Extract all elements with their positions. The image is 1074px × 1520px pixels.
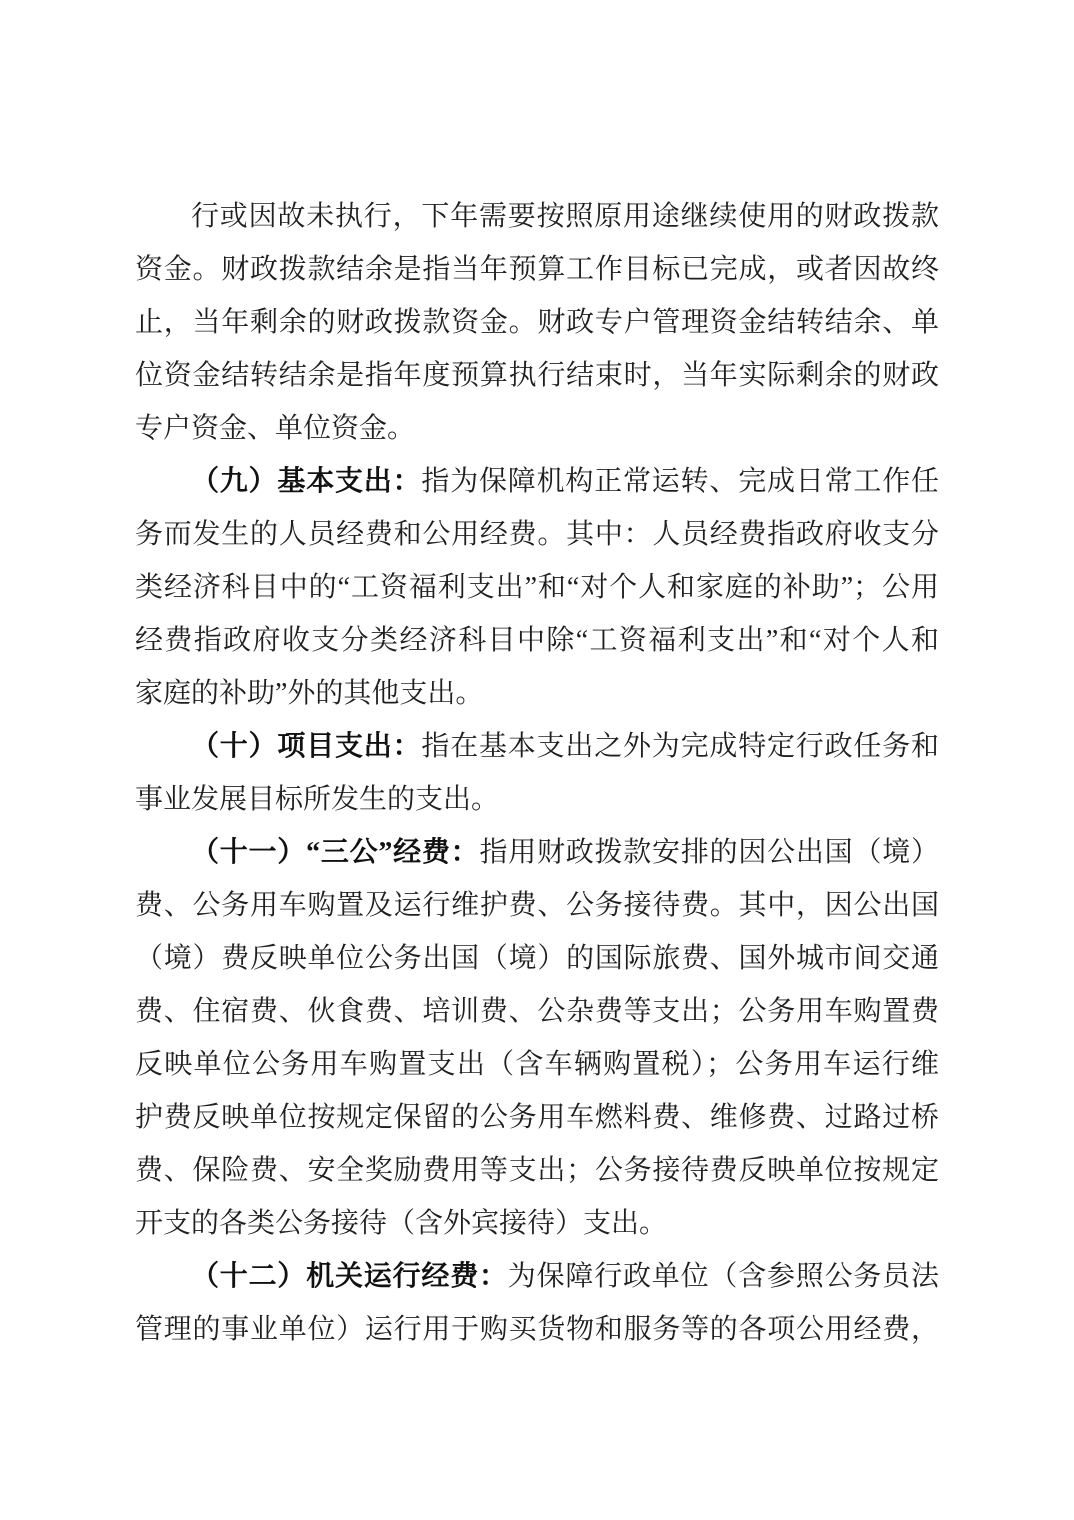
text-line: 费、住宿费、伙食费、培训费、公杂费等支出；公务用车购置费	[135, 996, 939, 1027]
text-line: 止，当年剩余的财政拨款资金。财政专户管理资金结转结余、单	[135, 307, 939, 338]
text-run: 为保障行政单位（含参照公务员法	[507, 1261, 939, 1292]
paragraph-heading: （九）基本支出：	[191, 466, 422, 497]
text-line: 护费反映单位按规定保留的公务用车燃料费、维修费、过路过桥	[135, 1102, 939, 1133]
text-line: 费、保险费、安全奖励费用等支出；公务接待费反映单位按规定	[135, 1155, 939, 1186]
text-line: 家庭的补助”外的其他支出。	[135, 678, 484, 709]
para-basic-expenditure	[135, 455, 939, 720]
para-continuation	[135, 190, 939, 455]
text-line: 资金。财政拨款结余是指当年预算工作目标已完成，或者因故终	[135, 254, 939, 285]
text-run: 指用财政拨款安排的因公出国（境）	[479, 837, 939, 868]
document-page	[135, 0, 939, 1356]
paragraph-heading: （十二）机关运行经费：	[191, 1261, 508, 1292]
paragraph-heading: （十）项目支出：	[191, 731, 422, 762]
text-line	[135, 190, 939, 243]
text-line: 位资金结转结余是指年度预算执行结束时，当年实际剩余的财政	[135, 360, 939, 391]
text-line: 事业发展目标所发生的支出。	[135, 784, 500, 815]
text-run: 指在基本支出之外为完成特定行政任务和	[421, 731, 939, 762]
paragraph-heading: （十一）“三公”经费：	[191, 837, 480, 868]
text-line: 反映单位公务用车购置支出（含车辆购置税）；公务用车运行维	[135, 1049, 939, 1080]
text-line: 经费指政府收支分类经济科目中除“工资福利支出”和“对个人和	[135, 625, 939, 656]
text-line	[135, 826, 939, 879]
text-run: 指为保障机构正常运转、完成日常工作任	[421, 466, 939, 497]
text-line	[135, 455, 939, 508]
text-line: 费、公务用车购置及运行维护费、公务接待费。其中，因公出国	[135, 890, 939, 921]
text-line: 开支的各类公务接待（含外宾接待）支出。	[135, 1208, 668, 1239]
text-line: 专户资金、单位资金。	[135, 413, 416, 444]
text-line: （境）费反映单位公务出国（境）的国际旅费、国外城市间交通	[135, 943, 939, 974]
text-run: 行或因故未执行，下年需要按照原用途继续使用的财政拨款	[191, 201, 939, 232]
text-line: 管理的事业单位）运行用于购买货物和服务等的各项公用经费，	[135, 1314, 939, 1345]
text-line: 务而发生的人员经费和公用经费。其中：人员经费指政府收支分	[135, 519, 939, 550]
para-three-public-funds	[135, 826, 939, 1250]
text-line	[135, 1250, 939, 1303]
para-project-expenditure	[135, 720, 939, 826]
para-agency-operating-costs	[135, 1250, 939, 1356]
text-line	[135, 720, 939, 773]
text-line: 类经济科目中的“工资福利支出”和“对个人和家庭的补助”；公用	[135, 572, 939, 603]
